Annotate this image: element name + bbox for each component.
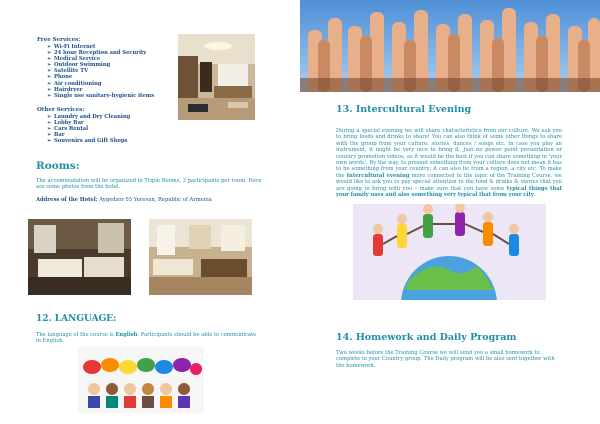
list-item: ➢ Souvenirs and Gift Shops <box>47 138 172 144</box>
list-item: ➢ Wi-Fi Internet <box>47 44 172 50</box>
list-item: ➢ 24 hour Reception and Security <box>47 50 172 56</box>
right-page <box>300 0 600 424</box>
other-services-title: Other Services: <box>37 106 85 113</box>
homework-text: Two weeks before the Training Course we will send you a small homework to complete in your Country group. The Daily program will be also sent together with the homework. <box>336 350 555 369</box>
address-value: Aygedzor 55 Yerevan, Republic of Armenia <box>97 197 212 203</box>
room-photo-2 <box>149 219 252 295</box>
homework-title: 14. Homework and Daily Program <box>336 332 517 343</box>
children-around-globe-illustration <box>353 204 546 300</box>
list-item: ➢ Satellite TV <box>47 68 172 74</box>
list-item: ➢ Lobby Bar <box>47 120 172 126</box>
intercultural-text-bold-2: typical things that your family uses and also something very typical that from your city <box>336 185 563 199</box>
intercultural-text-bold-1: Intercultural evening <box>346 172 410 179</box>
hotel-address <box>36 197 268 203</box>
intercultural-title: 13. Intercultural Evening <box>336 104 472 115</box>
list-item: ➢ Single use sanitary-hygienic items <box>47 93 172 99</box>
free-services-title: Free Services: <box>37 37 81 43</box>
raised-hands-banner <box>300 0 600 92</box>
hotel-lobby-photo <box>178 34 255 120</box>
rooms-title: Rooms: <box>36 160 80 172</box>
language-title: 12. LANGUAGE: <box>36 314 117 324</box>
language-text <box>36 332 261 345</box>
list-item: ➢ Hairdryer <box>47 87 172 93</box>
services-block <box>37 37 172 144</box>
list-item: ➢ Cars Rental <box>47 126 172 132</box>
list-item: ➢ Outdoor Swimming <box>47 62 172 68</box>
language-text-suffix: . Participants should be able to communicate in English. <box>36 332 257 345</box>
list-item: ➢ Air conditioning <box>47 81 172 87</box>
list-item: ➢ Laundry and Dry Cleaning <box>47 114 172 120</box>
other-services-list <box>37 114 172 144</box>
list-item: ➢ Phone <box>47 74 172 80</box>
intercultural-text-3: . <box>533 192 536 199</box>
intercultural-text <box>336 128 562 198</box>
room-photo-1 <box>28 219 131 295</box>
language-text-prefix: The language of the course is <box>36 332 116 338</box>
intercultural-text-1: During a special evening we will share characteristics from our culture. We ask you to bring foods and drinks to share! You can also think of some other things to share with the group from your culture: stories, dances / songs etc. In case you play an instrument, it might be very nice to bring it. Just no power point presentation or country promotion videos, as it would be the best if you can share something in 'your own words'. By the way, to present something from your culture does not mean it has to be something from your country; it can also be from a region, a city etc. To make the <box>336 128 562 179</box>
address-label: Address of the Hotel: <box>36 197 98 203</box>
free-services-list <box>37 44 172 99</box>
list-item: ➢ Medical Service <box>47 56 172 62</box>
language-text-bold: English <box>115 332 138 338</box>
intercultural-text-2: more connected to the topic of the Training Course, we would like to ask you to pay special attention to the food & drinks & stories that you are going to bring with you – make sure that you have some <box>336 172 562 192</box>
list-item: ➢ Bar <box>47 132 172 138</box>
language-speech-bubbles-illustration <box>78 347 204 413</box>
rooms-text: The accommodation will be organized in Triple Rooms, 3 participants per room. Here are some photos from the hotel. <box>36 178 262 191</box>
